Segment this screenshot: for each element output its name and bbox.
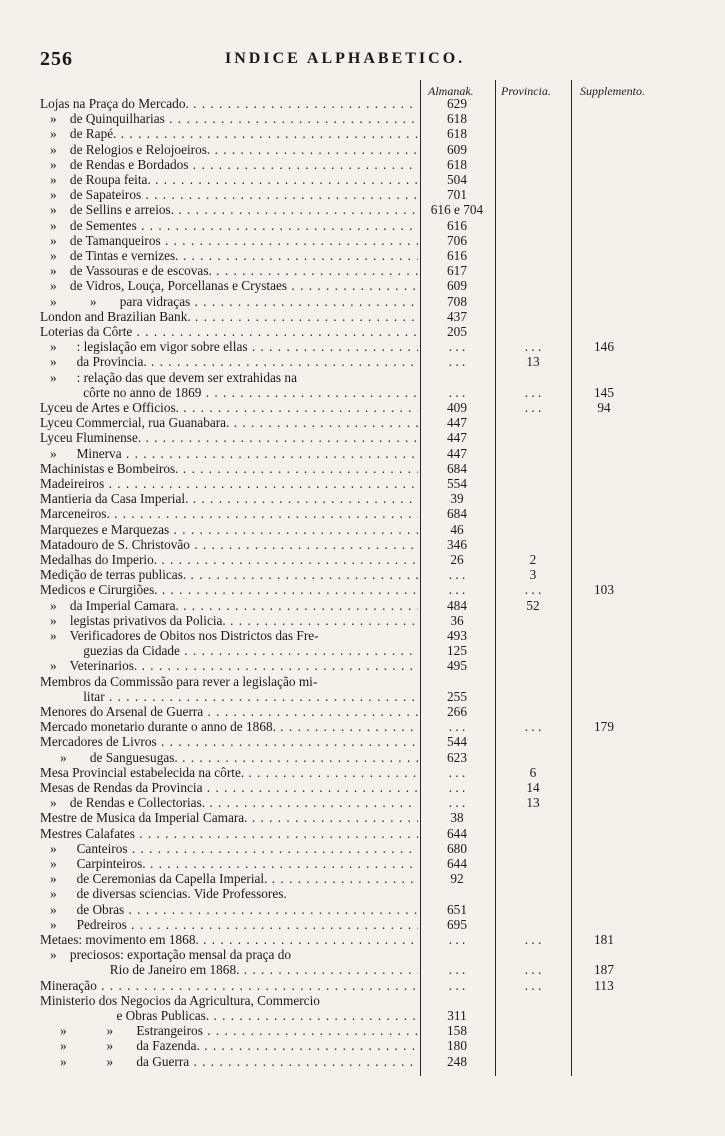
entry-label: » de Quinquilharias . . . [40,111,418,126]
entry-label: London and Brazilian Bank. . . . [40,309,418,324]
index-row [0,628,725,643]
almanak-ref: 447 [447,415,467,431]
index-row [0,841,725,856]
almanak-ref: 39 [450,491,464,507]
index-row [0,643,725,658]
index-row [0,826,725,841]
entry-label: Membros da Commissão para rever a legislação mi- [40,673,318,689]
entry-label: Mantieria da Casa Imperial. . . . [40,491,418,506]
index-row [0,309,725,324]
index-row [0,704,725,719]
entry-label: Marquezes e Marquezas . . . [40,522,418,537]
entry-label: » » para vidraças . . . [40,294,418,309]
index-row [0,978,725,993]
entry-label: » » da Guerra . . . [40,1054,418,1069]
entry-label: Menores do Arsenal de Guerra . . . [40,704,418,719]
provincia-ref: 14 [526,780,540,795]
almanak-ref: 180 [447,1038,467,1054]
index-row [0,278,725,293]
index-row [0,734,725,749]
page-title: INDICE ALPHABETICO. [225,50,466,67]
index-row [0,111,725,126]
column-header-supplemento: Supplemento. [580,84,645,98]
entry-label: » Minerva . . . [40,446,418,461]
entry-label: » de Relogios e Relojoeiros. . . . [40,142,418,157]
supplemento-ref: 113 [594,977,614,993]
provincia-ref: . . . [524,719,542,735]
entry-label: » preciosos: exportação mensal da praça do [40,947,292,963]
index-row [0,537,725,552]
index-row [0,613,725,628]
almanak-ref: 618 [447,156,467,172]
provincia-ref: . . . [524,384,542,400]
almanak-ref: . . . [448,780,466,795]
entry-label: Mineração . . . [40,978,418,993]
entry-label: Madeireiros . . . [40,476,418,491]
provincia-ref: 2 [529,552,537,567]
entry-label: Medição de terras publicas. . . . [40,567,418,582]
index-row [0,917,725,932]
provincia-ref: . . . [524,400,542,415]
almanak-ref: 437 [447,308,467,324]
index-row [0,233,725,248]
almanak-ref: . . . [448,932,466,947]
almanak-ref: 125 [447,643,467,659]
index-row [0,582,725,597]
almanak-ref: 447 [447,430,467,446]
index-row [0,871,725,886]
entry-label: » de Sapateiros . . . [40,187,418,202]
almanak-ref: 680 [447,840,467,856]
index-row [0,491,725,506]
entry-label: Lojas na Praça do Mercado. . . . [40,96,418,111]
entry-label: e Obras Publicas. . . . [40,1008,418,1023]
almanak-ref: 346 [447,536,467,552]
entry-label: » de Sementes . . . [40,218,418,233]
index-row [0,1054,725,1069]
almanak-ref: 504 [447,172,467,187]
entry-label: guezias da Cidade . . . [40,643,418,658]
almanak-ref: 616 [447,217,467,233]
supplemento-ref: 187 [594,962,614,978]
index-row [0,522,725,537]
entry-label: » da Imperial Camara. . . . [40,598,418,613]
entry-label: » de Sellins e arreios. . . . [40,202,418,217]
provincia-ref: 3 [529,567,537,583]
entry-label: Medalhas do Imperio. . . . [40,552,418,567]
index-row [0,400,725,415]
index-row [0,248,725,263]
index-row [0,932,725,947]
entry-label: » de Tamanqueiros . . . [40,233,418,248]
entry-label: Ministerio dos Negocios da Agricultura, Commercio [40,992,320,1008]
index-row [0,126,725,141]
almanak-ref: 248 [447,1053,467,1069]
supplemento-ref: 145 [594,384,614,400]
index-row [0,856,725,871]
index-row [0,658,725,673]
almanak-ref: . . . [448,339,466,355]
entry-label: Mesa Provincial estabelecida na côrte. . . . [40,765,418,780]
index-row [0,218,725,233]
entry-label: » de Roupa feita. . . . [40,172,418,187]
almanak-ref: 618 [447,111,467,127]
supplemento-ref: 179 [594,719,614,735]
entry-label: » de Ceremonias da Capella Imperial. . . . [40,871,418,886]
almanak-ref: 46 [450,521,464,537]
index-row [0,719,725,734]
provincia-ref: . . . [524,932,542,947]
entry-label: Lyceu Fluminense. . . . [40,430,418,445]
almanak-ref: 26 [450,552,464,567]
entry-label: » de Sanguesugas. . . . [40,750,418,765]
entry-label: Medicos e Cirurgiões. . . . [40,582,418,597]
entry-label: côrte no anno de 1869 . . . [40,385,418,400]
provincia-ref: . . . [524,977,542,993]
entry-label: Mestre de Musica da Imperial Camara. . . . [40,810,418,825]
almanak-ref: 544 [447,734,467,750]
almanak-ref: 629 [447,96,467,111]
almanak-ref: 493 [447,628,467,643]
entry-label: Lyceu Commercial, rua Guanabara. . . . [40,415,418,430]
entry-label: Mercado monetario durante o anno de 1868. . . . [40,719,418,734]
page-number: 256 [40,48,73,70]
index-row [0,552,725,567]
almanak-ref: 484 [447,597,467,613]
index-row [0,446,725,461]
entry-label: Marceneiros. . . . [40,506,418,521]
almanak-ref: 616 [447,248,467,263]
almanak-ref: . . . [448,354,466,370]
index-row [0,962,725,977]
supplemento-ref: 103 [594,582,614,598]
index-row [0,1038,725,1053]
index-row [0,902,725,917]
entry-label: Loterias da Côrte . . . [40,324,418,339]
entry-label: Mercadores de Livros . . . [40,734,418,749]
index-row [0,202,725,217]
entry-label: Machinistas e Bombeiros. . . . [40,461,418,476]
index-row [0,780,725,795]
entry-label: Mesas de Rendas da Provincia . . . [40,780,418,795]
entry-label: » de diversas sciencias. Vide Professores. [40,886,287,902]
almanak-ref: . . . [448,977,466,993]
index-row [0,324,725,339]
provincia-ref: 52 [526,597,540,613]
almanak-ref: 255 [447,688,467,704]
almanak-ref: 617 [447,263,467,279]
entry-label: » » da Fazenda. . . . [40,1038,418,1053]
provincia-ref: . . . [524,339,542,355]
column-header-almanak: Almanak. [428,84,474,98]
supplemento-ref: 181 [594,932,614,947]
almanak-ref: 708 [447,293,467,309]
index-row [0,689,725,704]
index-row [0,476,725,491]
provincia-ref: . . . [524,582,542,598]
entry-label: » : relação das que devem ser extrahidas na [40,369,297,385]
index-row [0,370,725,385]
almanak-ref: 311 [447,1008,467,1023]
almanak-ref: 684 [447,506,467,522]
entry-label: Lyceu de Artes e Officios. . . . [40,400,418,415]
supplemento-ref: 94 [597,400,611,415]
almanak-ref: 644 [447,856,467,871]
entry-label: » de Obras . . . [40,902,418,917]
entry-label: » Veterinarios. . . . [40,658,418,673]
almanak-ref: 38 [450,810,464,826]
entry-label: » da Provincia. . . . [40,354,418,369]
index-row [0,157,725,172]
index-row [0,354,725,369]
almanak-ref: . . . [448,384,466,400]
almanak-ref: . . . [448,719,466,735]
almanak-ref: 92 [450,871,464,887]
entry-label: Rio de Janeiro em 1868. . . . [40,962,418,977]
index-row [0,1023,725,1038]
entry-label: Metaes: movimento em 1868. . . . [40,932,418,947]
entry-label: » Canteiros . . . [40,841,418,856]
entry-label: » » Estrangeiros . . . [40,1023,418,1038]
index-row [0,795,725,810]
entry-label: » de Vidros, Louça, Porcellanas e Crystaes . . . [40,278,418,293]
almanak-ref: . . . [448,582,466,598]
almanak-ref: 495 [447,658,467,674]
almanak-ref: . . . [448,962,466,978]
entry-label: » de Rendas e Collectorias. . . . [40,795,418,810]
index-row [0,187,725,202]
index-row [0,96,725,111]
almanak-ref: 618 [447,126,467,142]
almanak-ref: 623 [447,749,467,765]
index-row [0,339,725,354]
entry-label: » de Rapé. . . . [40,126,418,141]
supplemento-ref: 146 [594,339,614,355]
almanak-ref: . . . [448,795,466,811]
almanak-ref: 609 [447,141,467,157]
entry-label: » Pedreiros . . . [40,917,418,932]
index-row [0,674,725,689]
index-row [0,765,725,780]
entry-label: » de Rendas e Bordados . . . [40,157,418,172]
column-header-provincia: Provincia. [501,84,551,98]
index-row [0,750,725,765]
index-row [0,1008,725,1023]
index-row [0,886,725,901]
almanak-ref: 205 [447,324,467,339]
almanak-ref: 616 e 704 [430,202,484,218]
index-row [0,598,725,613]
entry-label: » de Vassouras e de escovas. . . . [40,263,418,278]
almanak-ref: 409 [447,400,467,415]
index-row [0,172,725,187]
almanak-ref: 651 [447,901,467,917]
entry-label: » Verificadores de Obitos nos Districtos das Fre- [40,628,319,643]
entry-label: » Carpinteiros. . . . [40,856,418,871]
index-row [0,567,725,582]
entry-label: litar . . . [40,689,418,704]
index-row [0,263,725,278]
almanak-ref: 266 [447,704,467,719]
index-row [0,993,725,1008]
almanak-ref: . . . [448,567,466,583]
index-row [0,142,725,157]
almanak-ref: 36 [450,612,464,628]
almanak-ref: 447 [447,445,467,461]
almanak-ref: 684 [447,460,467,476]
almanak-ref: 701 [447,187,467,203]
almanak-ref: 609 [447,278,467,294]
index-row [0,810,725,825]
index-row [0,385,725,400]
entry-label: » legistas privativos da Policia. . . . [40,613,418,628]
index-row [0,461,725,476]
provincia-ref: 13 [526,354,540,370]
provincia-ref: 13 [526,795,540,811]
index-row [0,506,725,521]
provincia-ref: . . . [524,962,542,978]
almanak-ref: 695 [447,916,467,932]
entry-label: Mestres Calafates . . . [40,826,418,841]
index-row [0,415,725,430]
almanak-ref: 554 [447,476,467,491]
index-row [0,947,725,962]
almanak-ref: . . . [448,764,466,780]
almanak-ref: 706 [447,232,467,248]
entry-label: » de Tintas e vernizes. . . . [40,248,418,263]
almanak-ref: 158 [447,1023,467,1039]
almanak-ref: 644 [447,825,467,841]
index-row [0,430,725,445]
provincia-ref: 6 [529,764,537,780]
index-row [0,294,725,309]
entry-label: Matadouro de S. Christovão . . . [40,537,418,552]
entry-label: » : legislação em vigor sobre ellas . . . [40,339,418,354]
